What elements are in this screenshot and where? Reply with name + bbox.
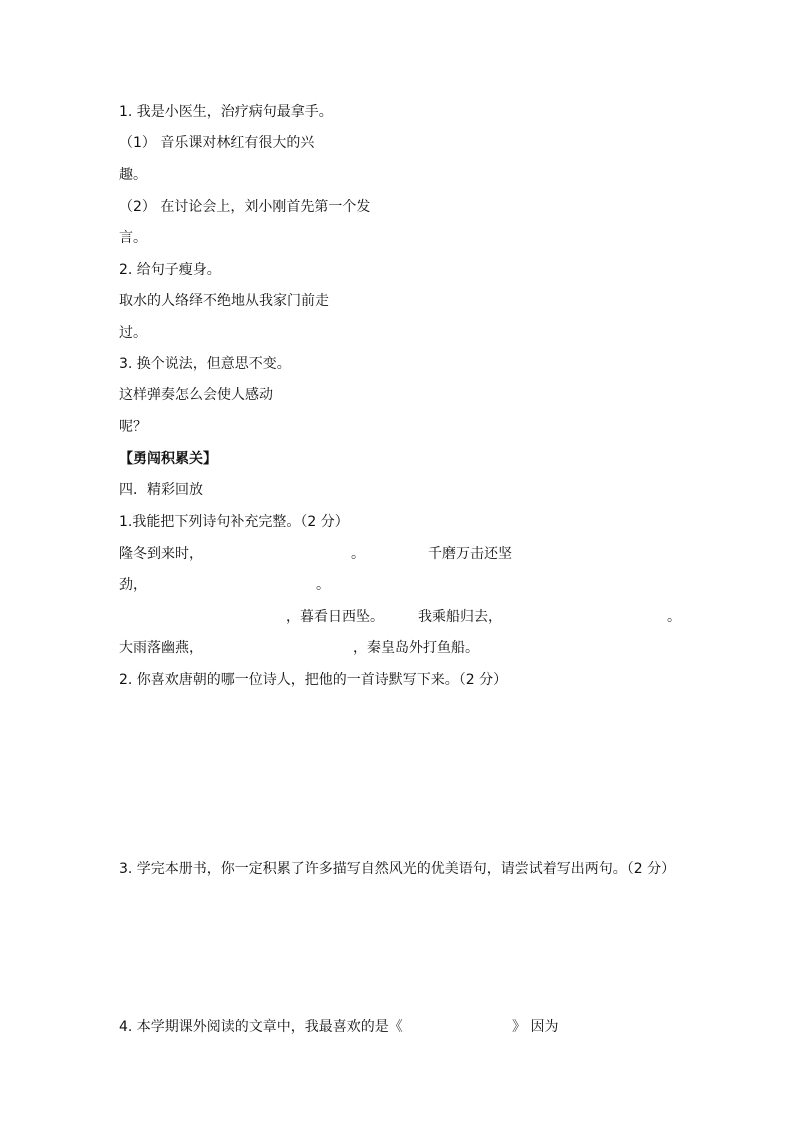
question-1-item-2-line-2: 言。 — [119, 230, 147, 246]
poem-4-first-half: 大雨落幽燕， — [119, 640, 203, 656]
poem-3-second-half: 我乘船归去， — [418, 609, 502, 625]
part-4-title: 四．精彩回放 — [119, 482, 203, 498]
question-3-sentence-line-1: 这样弹奏怎么会使人感动 — [119, 387, 273, 403]
question-1-title: 1. 我是小医生，治疗病句最拿手。 — [119, 104, 333, 120]
poem-1-second-half: 千磨万击还坚 — [428, 546, 512, 562]
reading-question-end: 》 因为 — [512, 1019, 559, 1035]
question-3-title: 3. 换个说法，但意思不变。 — [119, 356, 291, 372]
tang-poet-question: 2. 你喜欢唐朝的哪一位诗人，把他的一首诗默写下来。（2 分） — [119, 672, 508, 688]
question-2-sentence-line-1: 取水的人络绎不绝地从我家门前走 — [119, 293, 329, 309]
nature-sentences-question: 3. 学完本册书，你一定积累了许多描写自然风光的优美语句，请尝试着写出两句。（2 分） — [119, 861, 676, 877]
section-header: 【勇闯积累关】 — [119, 451, 217, 467]
question-2-sentence-line-2: 过。 — [119, 325, 147, 341]
question-2-title: 2. 给句子瘦身。 — [119, 262, 221, 278]
question-1-item-2-line-1: （2） 在讨论会上，刘小刚首先第一个发 — [119, 199, 371, 215]
poem-3-first-half: ，暮看日西坠。 — [286, 609, 384, 625]
poem-1-blank-period: 。 — [351, 546, 365, 562]
poem-4-second-half: ，秦皇岛外打鱼船。 — [353, 640, 479, 656]
poem-1-first-half: 隆冬到来时， — [119, 546, 203, 562]
poem-question-title: 1.我能把下列诗句补充完整。（2 分） — [119, 514, 349, 530]
poem-2-first-half: 劲， — [119, 577, 147, 593]
question-3-sentence-line-2: 呢？ — [119, 419, 147, 435]
question-1-item-1-line-2: 趣。 — [119, 167, 147, 183]
poem-2-blank-period: 。 — [316, 577, 330, 593]
question-1-item-1-line-1: （1） 音乐课对林红有很大的兴 — [119, 135, 315, 151]
poem-3-blank-period: 。 — [667, 609, 681, 625]
reading-question-start: 4. 本学期课外阅读的文章中，我最喜欢的是《 — [119, 1019, 403, 1035]
